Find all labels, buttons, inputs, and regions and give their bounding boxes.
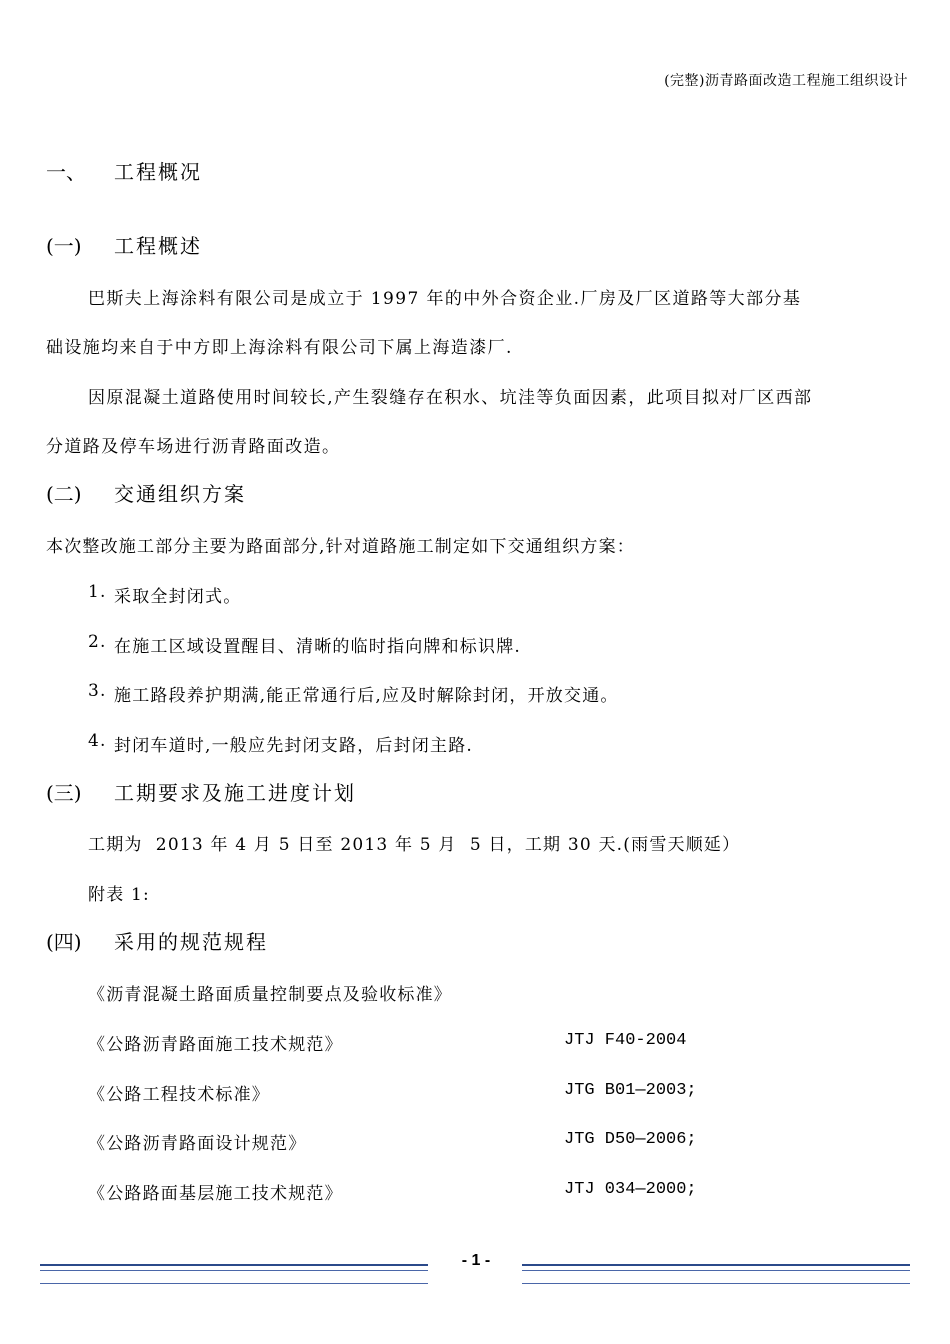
subsection-number: (一) [46,234,82,258]
paragraph-line: 因原混凝土道路使用时间较长,产生裂缝存在积水、坑洼等负面因素，此项目拟对厂区西部 [88,388,813,408]
standard-code: JTG B01—2003; [564,1081,697,1100]
subsection-title: 工程概述 [114,234,202,258]
standard-code: JTJ F40-2004 [564,1031,687,1050]
subsection-number: (四) [46,930,82,954]
footer-rule-right-bottom [522,1283,910,1284]
subsection-number: (二) [46,482,82,506]
paragraph-line: 巴斯夫上海涂料有限公司是成立于 1997 年的中外合资企业.厂房及厂区道路等大部分基 [88,289,802,309]
section-number: 一、 [46,160,86,184]
footer-rule-left-thin [40,1270,428,1271]
schedule-line: 工期为 2013 年 4 月 5 日至 2013 年 5 月 5 日，工期 30 天.(雨雪天顺延） [88,835,741,855]
footer-rule-left-bottom [40,1283,428,1284]
footer-rule-right [522,1264,910,1266]
standard-code: JTG D50—2006; [564,1130,697,1149]
subsection-title: 工期要求及施工进度计划 [114,781,356,805]
footer-rule-right-thin [522,1270,910,1271]
paragraph-line: 分道路及停车场进行沥青路面改造。 [46,437,341,457]
standard-name: 《公路工程技术标准》 [88,1085,270,1105]
standard-name: 《公路路面基层施工技术规范》 [88,1184,343,1204]
standard-code: JTJ 034—2000; [564,1180,697,1199]
standard-name: 《公路沥青路面设计规范》 [88,1134,307,1154]
running-header: (完整)沥青路面改造工程施工组织设计 [664,73,908,89]
paragraph-line: 本次整改施工部分主要为路面部分,针对道路施工制定如下交通组织方案： [46,537,636,557]
section-title: 工程概况 [114,160,202,184]
list-item: 采取全封闭式。 [114,587,242,607]
attachment-label: 附表 1: [88,885,150,905]
subsection-title: 交通组织方案 [114,482,246,506]
list-item: 施工路段养护期满,能正常通行后,应及时解除封闭，开放交通。 [114,686,619,706]
subsection-number: (三) [46,781,82,805]
footer-rule-left [40,1264,428,1266]
standard-name: 《沥青混凝土路面质量控制要点及验收标准》 [88,985,452,1005]
subsection-title: 采用的规范规程 [114,930,268,954]
list-item: 封闭车道时,一般应先封闭支路，后封闭主路. [114,736,474,756]
paragraph-line: 础设施均来自于中方即上海涂料有限公司下属上海造漆厂. [46,338,513,358]
list-item-number: 2. [88,632,107,652]
standard-name: 《公路沥青路面施工技术规范》 [88,1035,343,1055]
list-item-number: 4. [88,731,107,751]
list-item-number: 3. [88,681,107,701]
page-number: - 1 - [461,1252,491,1269]
list-item-number: 1. [88,582,107,602]
list-item: 在施工区域设置醒目、清晰的临时指向牌和标识牌. [114,637,522,657]
